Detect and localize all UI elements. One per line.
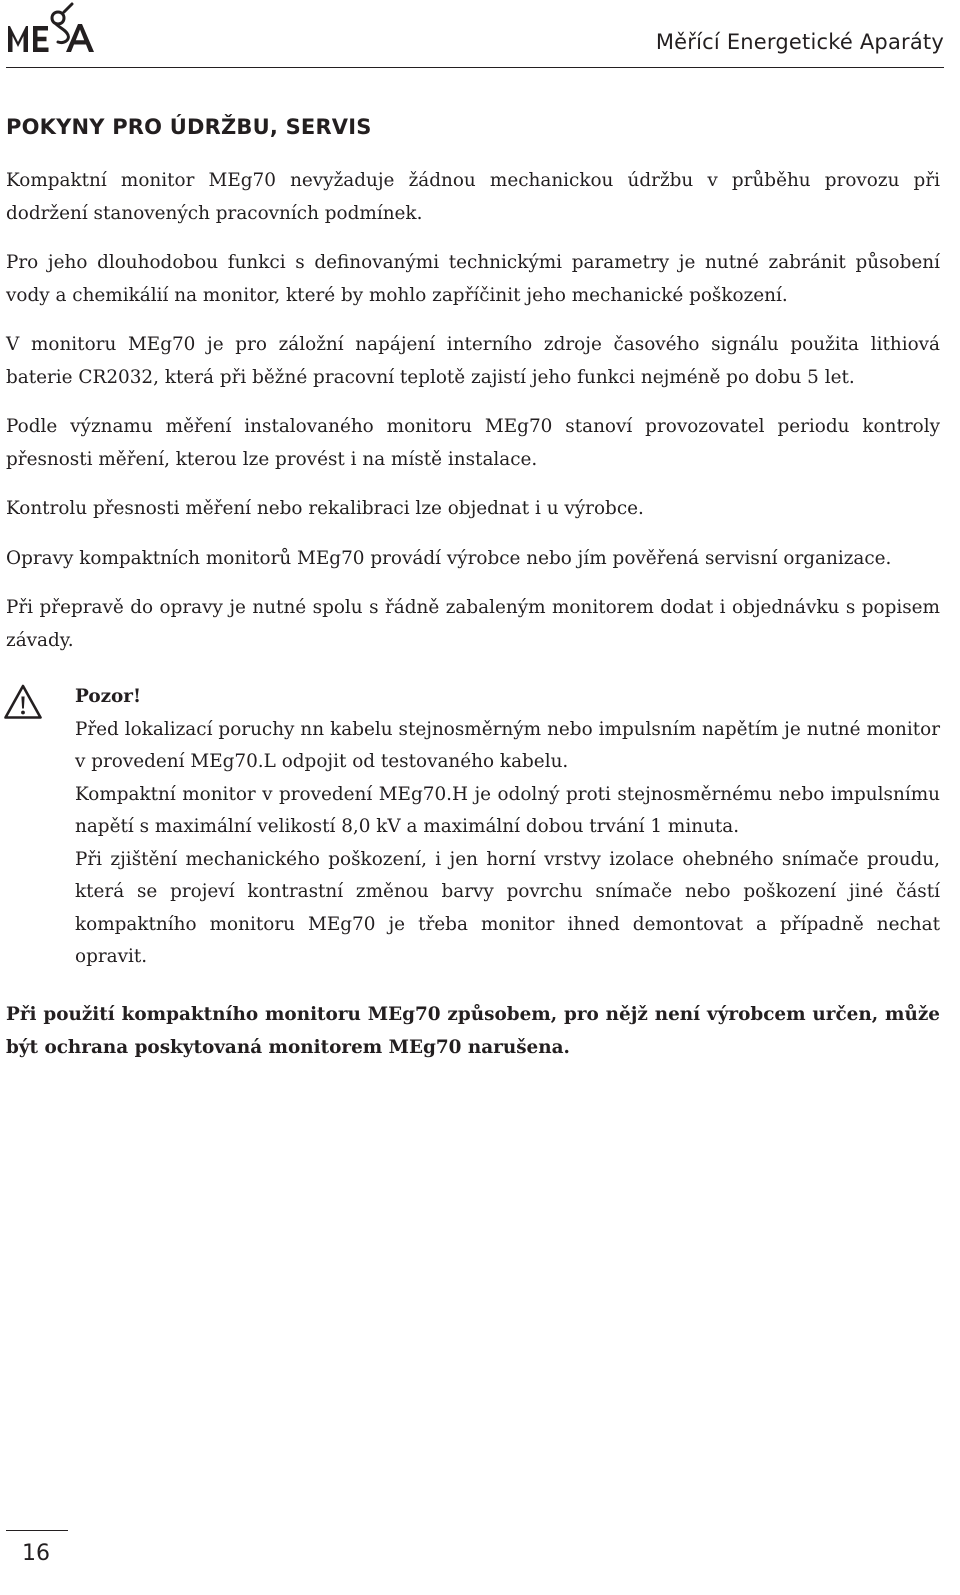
page-number: 16 <box>22 1541 50 1566</box>
paragraph-recalibration: Kontrolu přesnosti měření nebo rekalibraci lze objednat i u výrobce. <box>6 498 644 519</box>
paragraph-accuracy-check: Podle významu měření instalovaného monitoru MEg70 stanoví provozovatel periodu kontroly přesnosti měření, kterou lze provést i na místě instalace. <box>6 416 940 470</box>
warning-line-disconnect: Před lokalizací poruchy nn kabelu stejnosměrným nebo impulsním napětím je nutné monitor v provedení MEg70.L odpojit od testovaného kabelu. <box>75 718 940 772</box>
warning-line-damage: Při zjištění mechanického poškození, i jen horní vrstvy izolace ohebného snímače proudu, která se projeví kontrastní změnou barvy povrchu snímače nebo poškození jiné částí kompaktního monitoru MEg70 je třeba monitor ihned demontovat a případně nechat opravit. <box>75 848 940 967</box>
header-divider <box>6 67 944 68</box>
paragraph-maintenance: Kompaktní monitor MEg70 nevyžaduje žádnou mechanickou údržbu v průběhu provozu při dodržení stanovených pracovních podmínek. <box>6 170 940 224</box>
warning-line-voltage: Kompaktní monitor v provedení MEg70.H je odolný proti stejnosměrnému nebo impulsnímu napětí s maximální velikostí 8,0 kV a maximální dobou trvání 1 minuta. <box>75 783 940 837</box>
paragraph-transport: Při přepravě do opravy je nutné spolu s řádně zabaleným monitorem dodat i objednávku s popisem závady. <box>6 597 940 651</box>
footer-divider <box>6 1530 68 1531</box>
warning-block <box>6 681 940 974</box>
safety-notice: Při použití kompaktního monitoru MEg70 způsobem, pro nějž není výrobcem určen, může být ochrana poskytovaná monitorem MEg70 narušena. <box>6 1003 940 1058</box>
page-header <box>0 0 960 72</box>
paragraph-repairs: Opravy kompaktních monitorů MEg70 provádí výrobce nebo jím pověřená servisní organizace. <box>6 547 892 569</box>
header-tagline: Měřící Energetické Aparáty <box>655 30 944 54</box>
paragraph-protection: Pro jeho dlouhodobou funkci s definovanými technickými parametry je nutné zabránit působení vody a chemikálií na monitor, které by mohlo zapříčinit jeho mechanické poškození. <box>6 252 940 306</box>
section-title: POKYNY PRO ÚDRŽBU, SERVIS <box>6 115 372 139</box>
paragraph-battery: V monitoru MEg70 je pro záložní napájení interního zdroje časového signálu použita lithiová baterie CR2032, která při běžné pracovní teplotě zajistí jeho funkci nejméně po dobu 5 let. <box>6 334 940 388</box>
page-content <box>6 111 940 1082</box>
warning-title: Pozor! <box>75 686 142 707</box>
warning-triangle-icon <box>3 683 43 721</box>
mega-logo <box>6 2 102 60</box>
